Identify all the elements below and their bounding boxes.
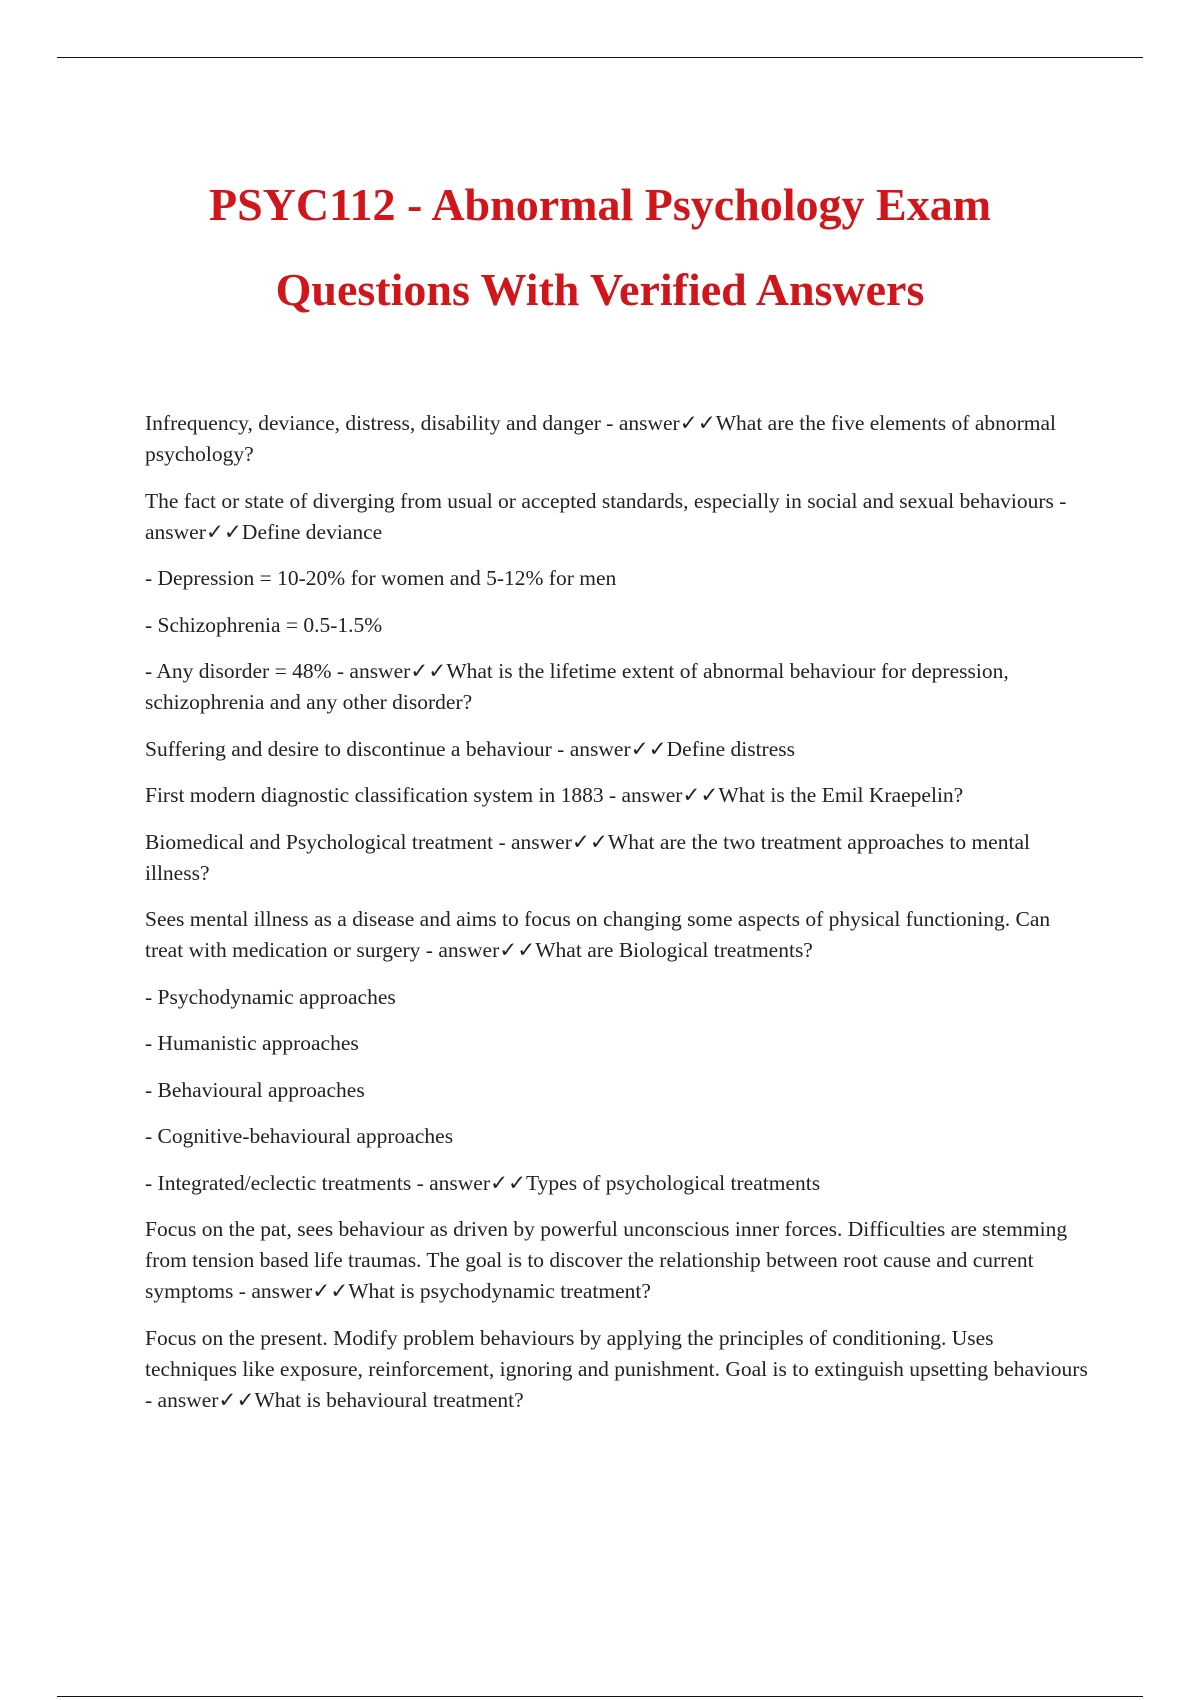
- paragraph-14: - Integrated/eclectic treatments - answer✓✓Types of psychological treatments: [145, 1170, 821, 1195]
- paragraph-13: - Cognitive-behavioural approaches: [145, 1124, 454, 1148]
- paragraph-4: - Schizophrenia = 0.5-1.5%: [145, 612, 383, 637]
- paragraph-6: Suffering and desire to discontinue a behaviour - answer✓✓Define distress: [145, 736, 795, 761]
- paragraph-3: - Depression = 10-20% for women and 5-12% for men: [145, 566, 617, 590]
- title-line-2: Questions With Verified Answers: [275, 264, 925, 315]
- paragraph-1: Infrequency, deviance, distress, disability and danger - answer✓✓What are the five elements of abnormal psychology?: [145, 411, 1057, 466]
- paragraph-10: - Psychodynamic approaches: [145, 984, 396, 1009]
- paragraph-9: Sees mental illness as a disease and aims to focus on changing some aspects of physical functioning. Can treat with medication or surgery - answer✓✓What are Biological treatments?: [145, 907, 1051, 962]
- paragraph-2: The fact or state of diverging from usual or accepted standards, especially in social and sexual behaviours - answer✓✓Define deviance: [145, 488, 1067, 544]
- paragraph-12: - Behavioural approaches: [145, 1077, 365, 1102]
- paragraph-15: Focus on the pat, sees behaviour as driven by powerful unconscious inner forces. Difficulties are stemming from tension based life traumas. The goal is to discover the relationship between root cause and current symptoms - answer✓✓What is psychodynamic treatment?: [145, 1217, 1068, 1303]
- top-rule: [57, 57, 1143, 58]
- paragraph-16: Focus on the present. Modify problem behaviours by applying the principles of conditioning. Uses techniques like exposure, reinforcement, ignoring and punishment. Goal is to extinguish upsetting behaviours - answer✓✓What is behavioural treatment?: [145, 1325, 1088, 1412]
- document-body: [145, 408, 1090, 1431]
- paragraph-7: First modern diagnostic classification system in 1883 - answer✓✓What is the Emil Kraepelin?: [145, 783, 964, 807]
- paragraph-8: Biomedical and Psychological treatment - answer✓✓What are the two treatment approaches to mental illness?: [145, 829, 1030, 885]
- bottom-rule: [57, 1696, 1143, 1697]
- paragraph-11: - Humanistic approaches: [145, 1031, 359, 1055]
- document-title: [100, 162, 1100, 332]
- title-line-1: PSYC112 - Abnormal Psychology Exam: [208, 179, 992, 230]
- paragraph-5: - Any disorder = 48% - answer✓✓What is the lifetime extent of abnormal behaviour for depression, schizophrenia and any other disorder?: [145, 659, 1009, 714]
